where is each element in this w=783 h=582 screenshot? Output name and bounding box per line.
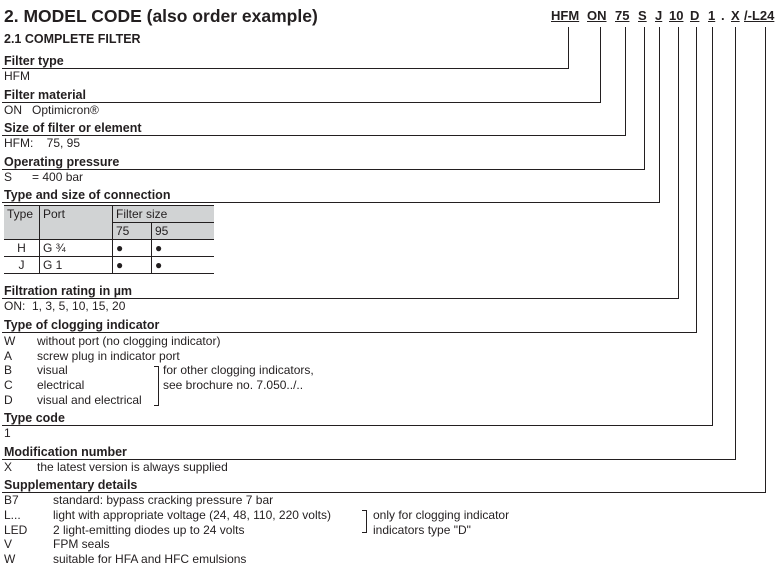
code-item: B7 [4,493,19,507]
code-item: A [4,349,13,363]
value-pressure: S = 400 bar [4,170,84,184]
heading-filtration: Filtration rating in µm [4,284,133,298]
bracket [154,366,159,406]
connector-line [625,27,626,135]
empty-cell [40,223,113,240]
heading-modification: Modification number [4,445,127,459]
divider [2,425,713,426]
code-part-size: 75 [615,8,630,23]
cell-type: H [4,240,40,257]
connection-table [4,205,214,274]
section-subtitle: 2.1 COMPLETE FILTER [4,32,141,46]
code-item: B [4,363,13,377]
code-part-pressure: S [638,8,647,23]
code-part-dot: . [721,8,725,23]
connector-line [568,27,569,68]
code-item: LED [4,523,28,537]
cell-type: J [4,257,40,274]
heading-connection: Type and size of connection [4,188,171,202]
note-supplementary-1: only for clogging indicator [373,508,510,522]
table-row [4,257,214,274]
connector-line [712,27,713,425]
divider [2,169,645,170]
cell-port: G ¾ [40,240,113,257]
note-clogging-2: see brochure no. 7.050../.. [163,378,304,392]
col-filter-size: Filter size [113,206,215,223]
text-item: FPM seals [53,537,110,551]
divider [2,135,626,136]
text-item: electrical [37,378,85,392]
text-item: visual [37,363,68,377]
heading-filter-type: Filter type [4,54,64,68]
value-size: HFM: 75, 95 [4,136,81,150]
divider [2,68,569,69]
value-filter-material: ON Optimicron® [4,103,99,117]
code-part-modification: X [731,8,740,23]
code-part-on: ON [587,8,607,23]
note-supplementary-2: indicators type "D" [373,523,471,537]
text-item: the latest version is always supplied [37,460,228,474]
code-part-clogging: D [690,8,700,23]
code-item: D [4,393,13,407]
text-item: without port (no clogging indicator) [37,334,221,348]
heading-supplementary: Supplementary details [4,478,138,492]
code-part-type: 1 [708,8,716,23]
code-item: W [4,334,16,348]
value-type-code: 1 [4,426,11,440]
code-item: W [4,552,16,566]
table-row [4,240,214,257]
divider [2,332,697,333]
col-type: Type [4,206,40,223]
bracket [362,510,367,533]
connector-line [600,27,601,102]
connector-line [678,27,679,298]
code-part-filtration: 10 [669,8,684,23]
text-item: 2 light-emitting diodes up to 24 volts [53,523,245,537]
code-item: X [4,460,13,474]
note-clogging-1: for other clogging indicators, [163,363,314,377]
code-item: V [4,537,13,551]
value-filter-type: HFM [4,69,30,83]
heading-clogging: Type of clogging indicator [4,318,160,332]
connector-line [644,27,645,169]
cell-95: ● [152,240,215,257]
text-item: standard: bypass cracking pressure 7 bar [53,493,274,507]
connector-line [735,27,736,459]
cell-95: ● [152,257,215,274]
divider [2,202,660,203]
value-filtration: ON: 1, 3, 5, 10, 15, 20 [4,299,126,313]
code-part-hfm: HFM [551,8,580,23]
connector-line [765,27,766,492]
heading-size: Size of filter or element [4,121,142,135]
text-item: suitable for HFA and HFC emulsions [53,552,247,566]
text-item: visual and electrical [37,393,142,407]
text-item: light with appropriate voltage (24, 48, 110, 220 volts) [53,508,331,522]
col-port: Port [40,206,113,223]
heading-filter-material: Filter material [4,88,86,102]
cell-75: ● [113,257,152,274]
page-title: 2. MODEL CODE (also order example) [4,6,318,26]
size-95: 95 [152,223,215,240]
cell-port: G 1 [40,257,113,274]
table-subheader-row [4,223,214,240]
heading-pressure: Operating pressure [4,155,120,169]
table-header-row [4,206,214,223]
connector-line [659,27,660,202]
connector-line [696,27,697,332]
empty-cell [4,223,40,240]
size-75: 75 [113,223,152,240]
cell-75: ● [113,240,152,257]
text-item: screw plug in indicator port [37,349,180,363]
code-item: L... [4,508,21,522]
code-part-connection: J [655,8,663,23]
code-item: C [4,378,13,392]
heading-type-code: Type code [4,411,65,425]
code-part-supplementary: /-L24 [744,8,775,23]
